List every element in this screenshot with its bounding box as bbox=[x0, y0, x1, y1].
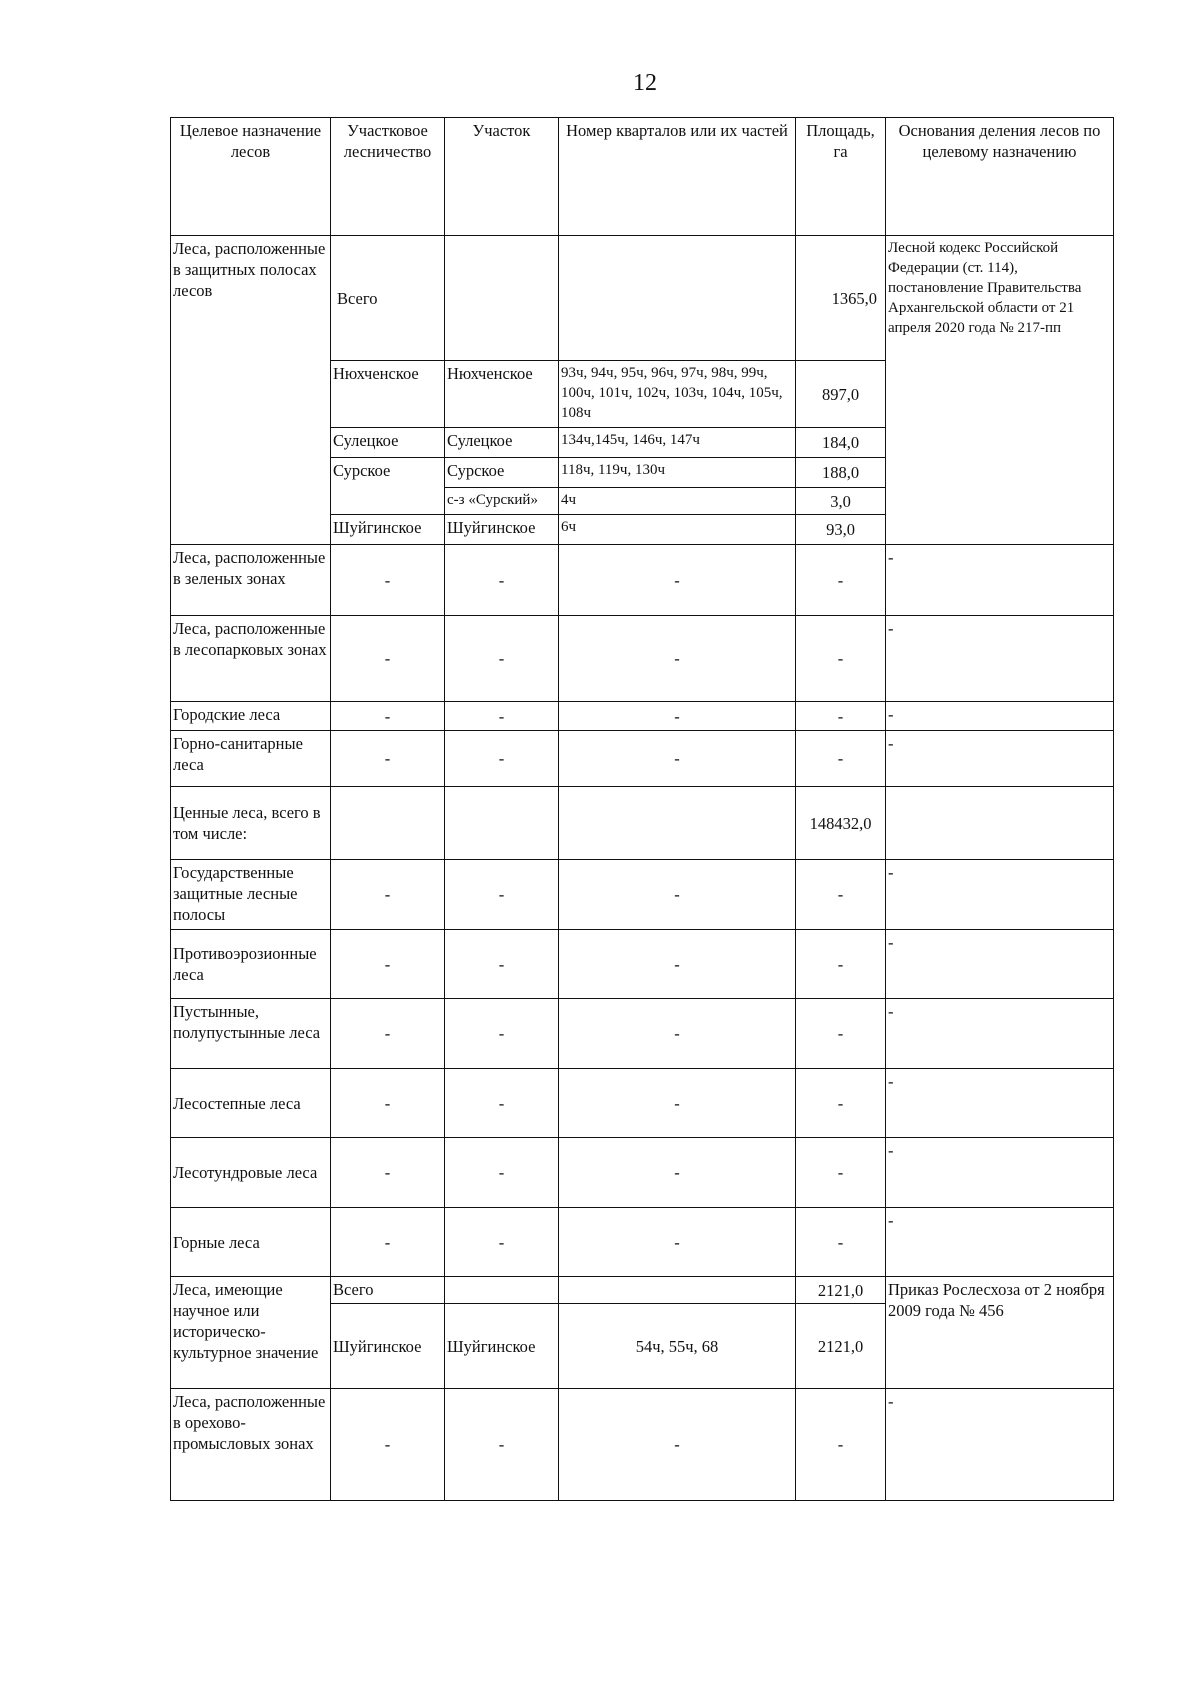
basis-dash: - bbox=[886, 616, 1114, 702]
forestry-cell: Сурское bbox=[331, 458, 445, 515]
plot-cell: Сурское bbox=[445, 458, 559, 488]
quarters-cell: 54ч, 55ч, 68 bbox=[559, 1304, 796, 1389]
dash-cell: - bbox=[445, 545, 559, 616]
table-row bbox=[171, 545, 1114, 616]
plot-cell: с-з «Сурский» bbox=[445, 488, 559, 515]
dash-cell: - bbox=[445, 1208, 559, 1277]
quarters-cell: 6ч bbox=[559, 515, 796, 545]
table-row bbox=[171, 1208, 1114, 1277]
area-cell: 93,0 bbox=[796, 515, 886, 545]
forestry-cell: Сулецкое bbox=[331, 428, 445, 458]
area-cell: 897,0 bbox=[796, 361, 886, 428]
dash-cell: - bbox=[331, 1069, 445, 1138]
dash-cell: - bbox=[559, 860, 796, 930]
basis-dash: - bbox=[886, 1138, 1114, 1208]
area-cell: 3,0 bbox=[796, 488, 886, 515]
category-cell: Леса, имеющие научное или историческо-культурное значение bbox=[171, 1277, 331, 1389]
category-cell: Пустынные, полупустынные леса bbox=[171, 999, 331, 1069]
table-row bbox=[171, 930, 1114, 999]
area-cell: 2121,0 bbox=[796, 1304, 886, 1389]
category-cell: Леса, расположенные в лесопарковых зонах bbox=[171, 616, 331, 702]
table-row bbox=[171, 1069, 1114, 1138]
plot-cell: Сулецкое bbox=[445, 428, 559, 458]
dash-cell: - bbox=[445, 1069, 559, 1138]
dash-cell: - bbox=[445, 930, 559, 999]
dash-cell: - bbox=[796, 1138, 886, 1208]
header-plot: Участок bbox=[445, 118, 559, 236]
dash-cell: - bbox=[559, 1138, 796, 1208]
basis-dash: - bbox=[886, 930, 1114, 999]
category-cell: Городские леса bbox=[171, 702, 331, 731]
dash-cell: - bbox=[445, 860, 559, 930]
dash-cell: - bbox=[559, 999, 796, 1069]
dash-cell: - bbox=[796, 1208, 886, 1277]
area-cell: 184,0 bbox=[796, 428, 886, 458]
table-row bbox=[171, 787, 1114, 860]
page-number: 12 bbox=[633, 70, 657, 96]
forestry-cell: Шуйгинское bbox=[331, 515, 445, 545]
category-cell: Ценные леса, всего в том числе: bbox=[171, 787, 331, 860]
basis-dash: - bbox=[886, 1208, 1114, 1277]
dash-cell: - bbox=[445, 999, 559, 1069]
dash-cell: - bbox=[445, 702, 559, 731]
quarters-cell: 134ч,145ч, 146ч, 147ч bbox=[559, 428, 796, 458]
area-cell: 2121,0 bbox=[796, 1277, 886, 1304]
basis-cell: Лесной кодекс Российской Федерации (ст. 114), постановление Правительства Архангельской области от 21 апреля 2020 года № 217-пп bbox=[886, 236, 1114, 545]
quarters-cell: 4ч bbox=[559, 488, 796, 515]
dash-cell: - bbox=[331, 1208, 445, 1277]
table-row bbox=[171, 860, 1114, 930]
table-row bbox=[171, 1389, 1114, 1501]
dash-cell: - bbox=[445, 1389, 559, 1501]
dash-cell: - bbox=[796, 930, 886, 999]
basis-dash: - bbox=[886, 999, 1114, 1069]
quarters-cell: 118ч, 119ч, 130ч bbox=[559, 458, 796, 488]
dash-cell: - bbox=[331, 999, 445, 1069]
header-quarters: Номер кварталов или их частей bbox=[559, 118, 796, 236]
forest-purpose-table bbox=[170, 117, 1114, 1501]
dash-cell: - bbox=[331, 1138, 445, 1208]
table-row bbox=[171, 1277, 1114, 1304]
dash-cell: - bbox=[331, 731, 445, 787]
header-forestry: Участковое лесничество bbox=[331, 118, 445, 236]
area-cell: 148432,0 bbox=[796, 787, 886, 860]
table-row bbox=[171, 999, 1114, 1069]
total-label: Всего bbox=[331, 236, 445, 361]
basis-dash: - bbox=[886, 860, 1114, 930]
table-row bbox=[171, 236, 1114, 361]
dash-cell: - bbox=[331, 702, 445, 731]
header-area: Площадь, га bbox=[796, 118, 886, 236]
category-cell: Лесотундровые леса bbox=[171, 1138, 331, 1208]
basis-dash: - bbox=[886, 731, 1114, 787]
dash-cell: - bbox=[559, 731, 796, 787]
dash-cell: - bbox=[796, 702, 886, 731]
header-basis: Основания деления лесов по целевому назначению bbox=[886, 118, 1114, 236]
basis-dash: - bbox=[886, 1069, 1114, 1138]
basis-dash: - bbox=[886, 702, 1114, 731]
dash-cell: - bbox=[331, 930, 445, 999]
dash-cell: - bbox=[796, 1069, 886, 1138]
plot-cell: Нюхченское bbox=[445, 361, 559, 428]
dash-cell: - bbox=[331, 1389, 445, 1501]
category-cell: Леса, расположенные в зеленых зонах bbox=[171, 545, 331, 616]
basis-cell: Приказ Рослесхоза от 2 ноября 2009 года № 456 bbox=[886, 1277, 1114, 1389]
category-cell: Противоэрозионные леса bbox=[171, 930, 331, 999]
dash-cell: - bbox=[796, 545, 886, 616]
category-cell: Горные леса bbox=[171, 1208, 331, 1277]
table-row bbox=[171, 616, 1114, 702]
dash-cell: - bbox=[796, 616, 886, 702]
plot-cell: Шуйгинское bbox=[445, 515, 559, 545]
area-cell: 1365,0 bbox=[796, 236, 886, 361]
category-cell: Государственные защитные лесные полосы bbox=[171, 860, 331, 930]
table-row bbox=[171, 731, 1114, 787]
basis-dash: - bbox=[886, 545, 1114, 616]
dash-cell: - bbox=[559, 702, 796, 731]
area-cell: 188,0 bbox=[796, 458, 886, 488]
dash-cell: - bbox=[331, 860, 445, 930]
dash-cell: - bbox=[796, 1389, 886, 1501]
category-cell: Леса, расположенные в защитных полосах лесов bbox=[171, 236, 331, 545]
dash-cell: - bbox=[559, 616, 796, 702]
plot-cell: Шуйгинское bbox=[445, 1304, 559, 1389]
dash-cell: - bbox=[445, 731, 559, 787]
table-header-row bbox=[171, 118, 1114, 236]
dash-cell: - bbox=[559, 1389, 796, 1501]
dash-cell: - bbox=[559, 930, 796, 999]
forestry-cell: Шуйгинское bbox=[331, 1304, 445, 1389]
dash-cell: - bbox=[331, 616, 445, 702]
dash-cell: - bbox=[445, 1138, 559, 1208]
dash-cell: - bbox=[331, 545, 445, 616]
dash-cell: - bbox=[559, 1208, 796, 1277]
dash-cell: - bbox=[559, 545, 796, 616]
forestry-cell: Нюхченское bbox=[331, 361, 445, 428]
table-row bbox=[171, 1138, 1114, 1208]
dash-cell: - bbox=[445, 616, 559, 702]
table-row bbox=[171, 702, 1114, 731]
dash-cell: - bbox=[796, 731, 886, 787]
category-cell: Лесостепные леса bbox=[171, 1069, 331, 1138]
basis-dash: - bbox=[886, 1389, 1114, 1501]
quarters-cell: 93ч, 94ч, 95ч, 96ч, 97ч, 98ч, 99ч, 100ч, 101ч, 102ч, 103ч, 104ч, 105ч, 108ч bbox=[559, 361, 796, 428]
dash-cell: - bbox=[796, 999, 886, 1069]
dash-cell: - bbox=[796, 860, 886, 930]
header-purpose: Целевое назначение лесов bbox=[171, 118, 331, 236]
total-label: Всего bbox=[331, 1277, 445, 1304]
category-cell: Леса, расположенные в орехово-промысловых зонах bbox=[171, 1389, 331, 1501]
category-cell: Горно-санитарные леса bbox=[171, 731, 331, 787]
dash-cell: - bbox=[559, 1069, 796, 1138]
